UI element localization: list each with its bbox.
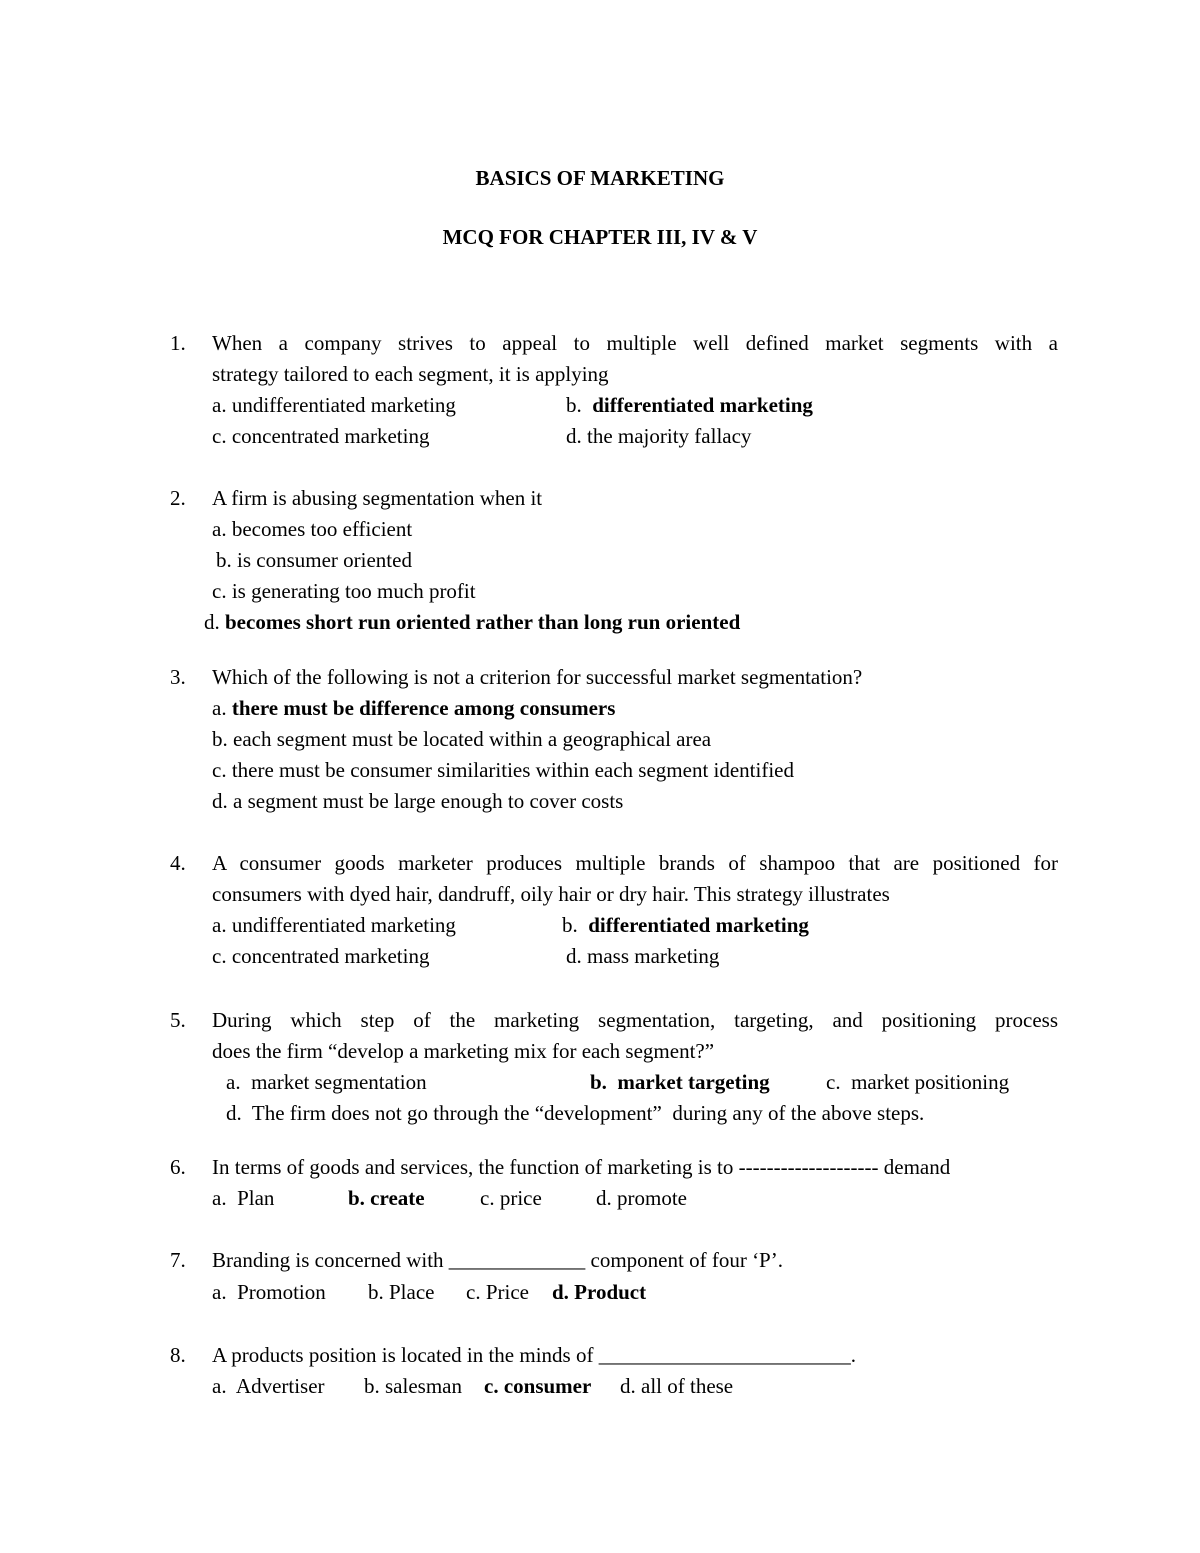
question-text: When a company strives to appeal to multiple well defined market segments with a — [212, 331, 1058, 355]
document-subtitle: MCQ FOR CHAPTER III, IV & V — [442, 225, 758, 249]
option-a[interactable]: a. Plan — [212, 1186, 275, 1210]
correct-answer: differentiated marketing — [588, 913, 809, 937]
question-number: 8. — [170, 1343, 186, 1367]
option-d[interactable]: d. The firm does not go through the “development” during any of the above steps. — [226, 1101, 925, 1125]
option-b[interactable]: b. salesman — [364, 1374, 462, 1398]
option-c[interactable]: c. concentrated marketing — [212, 424, 430, 448]
option-d[interactable]: d. the majority fallacy — [566, 424, 752, 448]
option-a[interactable]: a. Advertiser — [212, 1374, 325, 1398]
question-number: 6. — [170, 1155, 186, 1179]
option-label: b. — [566, 393, 582, 417]
question-text: Which of the following is not a criterion for successful market segmentation? — [212, 665, 863, 689]
option-c[interactable]: c. price — [480, 1186, 542, 1210]
question-number: 2. — [170, 486, 186, 510]
option-label: b. — [562, 913, 578, 937]
question-text: strategy tailored to each segment, it is applying — [212, 362, 609, 386]
option-c[interactable]: c. concentrated marketing — [212, 944, 430, 968]
option-a[interactable]: a. undifferentiated marketing — [212, 393, 456, 417]
question-text: During which step of the marketing segmentation, targeting, and positioning process — [212, 1008, 1058, 1032]
correct-answer: differentiated marketing — [592, 393, 813, 417]
document-title: BASICS OF MARKETING — [475, 166, 725, 190]
question-number: 5. — [170, 1008, 186, 1032]
option-b-answer[interactable] — [566, 390, 813, 421]
option-label: a. — [212, 696, 227, 720]
option-b[interactable]: b. Place — [368, 1280, 435, 1304]
option-b[interactable]: b. is consumer oriented — [216, 548, 412, 572]
question-number: 3. — [170, 665, 186, 689]
correct-answer: becomes short run oriented rather than long run oriented — [225, 610, 741, 634]
option-a[interactable]: a. undifferentiated marketing — [212, 913, 456, 937]
question-number: 7. — [170, 1248, 186, 1272]
option-c[interactable]: c. market positioning — [826, 1070, 1010, 1094]
question-text: A firm is abusing segmentation when it — [212, 486, 543, 510]
question-number: 1. — [170, 331, 186, 355]
option-a[interactable]: a. becomes too efficient — [212, 517, 413, 541]
option-d-answer[interactable]: d. Product — [552, 1280, 647, 1304]
option-c[interactable]: c. Price — [466, 1280, 529, 1304]
option-d-answer[interactable] — [204, 607, 740, 638]
option-c[interactable]: c. there must be consumer similarities within each segment identified — [212, 758, 795, 782]
correct-answer: there must be difference among consumers — [231, 696, 616, 720]
question-text: A products position is located in the minds of ________________________. — [212, 1343, 856, 1367]
option-label: d. — [204, 610, 220, 634]
option-c-answer[interactable]: c. consumer — [484, 1374, 592, 1398]
question-number: 4. — [170, 851, 186, 875]
option-a[interactable]: a. market segmentation — [226, 1070, 427, 1094]
option-d[interactable]: d. promote — [596, 1186, 687, 1210]
option-b-answer[interactable]: b. market targeting — [590, 1070, 770, 1094]
question-text: In terms of goods and services, the function of marketing is to -------------------- demand — [212, 1155, 951, 1179]
option-a-answer[interactable] — [212, 693, 615, 724]
question-text: Branding is concerned with _____________ component of four ‘P’. — [212, 1248, 783, 1272]
option-c[interactable]: c. is generating too much profit — [212, 579, 476, 603]
question-text: consumers with dyed hair, dandruff, oily hair or dry hair. This strategy illustrates — [212, 882, 890, 906]
option-d[interactable]: d. a segment must be large enough to cover costs — [212, 789, 624, 813]
option-d[interactable]: d. mass marketing — [566, 944, 720, 968]
question-text: A consumer goods marketer produces multiple brands of shampoo that are positioned for — [212, 851, 1058, 875]
option-b-answer[interactable] — [562, 910, 809, 941]
question-text: does the firm “develop a marketing mix for each segment?” — [212, 1039, 715, 1063]
option-d[interactable]: d. all of these — [620, 1374, 734, 1398]
option-b[interactable]: b. each segment must be located within a geographical area — [212, 727, 712, 751]
option-b-answer[interactable]: b. create — [348, 1186, 425, 1210]
option-a[interactable]: a. Promotion — [212, 1280, 326, 1304]
